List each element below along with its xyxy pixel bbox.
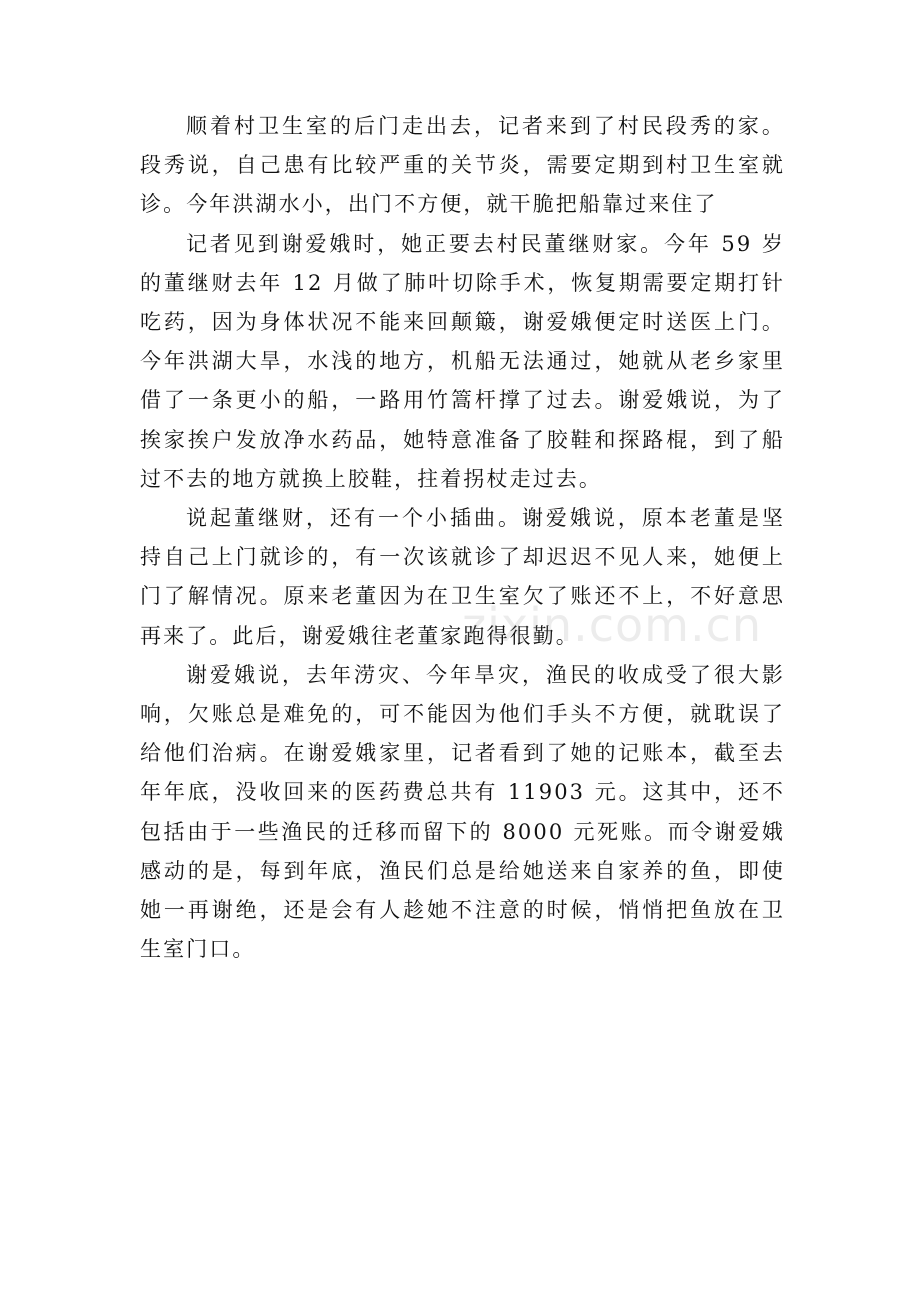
watermark: zixin.com.cn (462, 598, 763, 652)
paragraph-4: 谢爱娥说，去年涝灾、今年旱灾，渔民的收成受了很大影响，欠账总是难免的，可不能因为他们手头不方便，就耽误了给他们治病。在谢爱娥家里，记者看到了她的记账本，截至去年年底，没收回来的医药费总共有 11903 元。这其中，还不包括由于一些渔民的迁移而留下的 8000 元死账。而令谢爱娥感动的是，每到年底，渔民们总是给她送来自家养的鱼，即使她一再谢绝，还是会有人趁她不注意的时候，悄悄把鱼放在卫生室门口。 (140, 662, 785, 962)
paragraph-3: 说起董继财，还有一个小插曲。谢爱娥说，原本老董是坚持自己上门就诊的，有一次该就诊了却迟迟不见人来，她便上门了解情况。原来老董因为在卫生室欠了账还不上，不好意思再来了。此后，谢爱娥往老董家跑得很勤。 (140, 506, 785, 648)
article-body (140, 107, 785, 969)
paragraph-2: 记者见到谢爱娥时，她正要去村民董继财家。今年 59 岁的董继财去年 12 月做了肺叶切除手术，恢复期需要定期打针吃药，因为身体状况不能来回颠簸，谢爱娥便定时送医上门。今年洪湖大旱，水浅的地方，机船无法通过，她就从老乡家里借了一条更小的船，一路用竹篙杆撑了过去。谢爱娥说，为了挨家挨户发放净水药品，她特意准备了胶鞋和探路棍，到了船过不去的地方就换上胶鞋，拄着拐杖走过去。 (140, 231, 785, 491)
paragraph-1: 顺着村卫生室的后门走出去，记者来到了村民段秀的家。段秀说，自己患有比较严重的关节炎，需要定期到村卫生室就诊。今年洪湖水小，出门不方便，就干脆把船靠过来住了 (140, 114, 785, 217)
